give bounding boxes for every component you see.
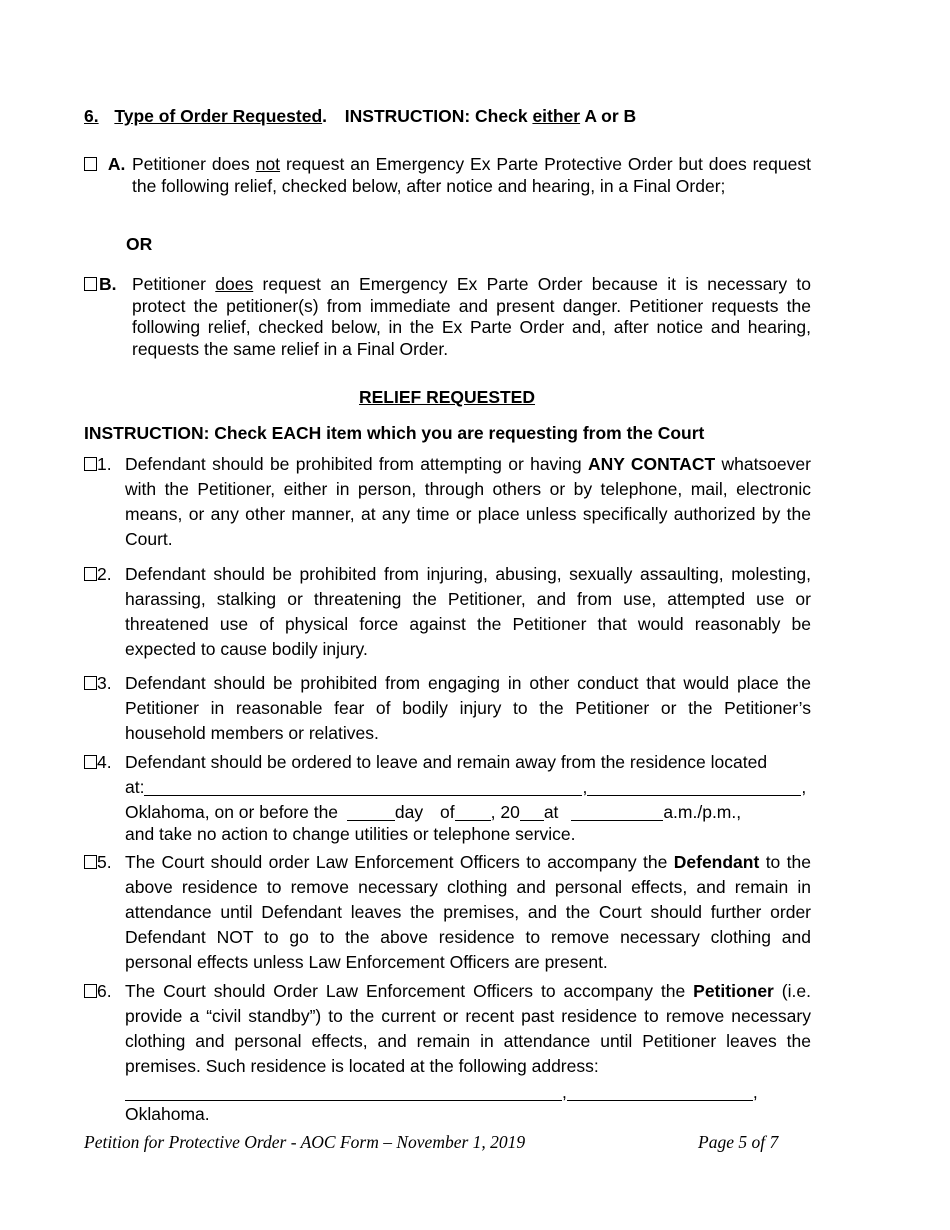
item-4-at2: at [543,802,559,822]
item-5-checkbox[interactable] [84,855,97,869]
instruction-either: either [532,106,581,126]
relief-item-3 [84,671,811,746]
relief-item-6 [84,979,811,1079]
item-4-text: Defendant should be ordered to leave and remain away from the residence located [125,752,768,772]
item-4-checkbox[interactable] [84,755,97,769]
section-title-period: . [322,106,328,126]
relief-item-4 [84,750,811,775]
item-6-bold: Petitioner [693,981,774,1001]
year-field[interactable] [520,802,544,821]
item-4-oklahoma-on: Oklahoma, on or before the [125,802,339,822]
item-2-checkbox[interactable] [84,567,97,581]
residence-city-field[interactable] [587,777,801,796]
section-heading [84,106,636,127]
item-6-address-line [125,1081,758,1103]
item-4-day: day [394,802,424,822]
option-a-not: not [255,154,281,174]
or-label: OR [126,234,153,254]
option-a-text1: Petitioner does [132,154,250,174]
relief-instruction: INSTRUCTION: Check EACH item which you are requesting from the Court [84,423,705,443]
item-6-number: 6. [97,981,112,1001]
item-2-text: Defendant should be prohibited from injuring, abusing, sexually assaulting, molesting, harassing, stalking or threatening the Petitioner, and from use, attempted use or threatened use of physical force against the Petitioner that would reasonably be expected to cause bodily injury. [125,564,811,659]
section-title: Type of Order Requested [114,106,323,126]
option-a-checkbox[interactable] [84,157,97,171]
item-6-checkbox[interactable] [84,984,97,998]
section-instruction: INSTRUCTION: Check [344,106,528,126]
item-1-bold: ANY CONTACT [587,454,716,474]
item-4-comma-1: , [582,777,588,797]
item-4-year-prefix: , 20 [490,802,520,822]
item-4-date-line [125,801,741,823]
month-field[interactable] [455,802,491,821]
item-3-text: Defendant should be prohibited from engaging in other conduct that would place the Petitioner in reasonable fear of bodily injury to the Petitioner or the Petitioner’s household members or relatives. [125,673,811,743]
item-1-text1: Defendant should be prohibited from attempting or having [125,454,582,474]
item-1-text2: whatsoever with the Petitioner, either in person, through others or by telephone, mail, electronic means, or any other manner, at any time or place unless specifically authorized by the Court. [125,454,811,549]
option-b [84,274,811,360]
item-3-checkbox[interactable] [84,676,97,690]
item-6-text2: (i.e. provide a “civil standby”) to the current or recent past residence to remove necessary clothing and personal effects, and remain in attendance until Petitioner leaves the premises. Such residence is located at the following address: [125,981,811,1076]
item-5-text2: to the above residence to remove necessary clothing and personal effects, and remain in attendance until Defendant leaves the premises, and the Court should further order Defendant NOT to go to the above residence to remove necessary clothing and personal effects unless Law Enforcement Officers are present. [125,852,811,972]
item-6-comma-1: , [562,1082,567,1102]
section-number: 6. [84,106,99,126]
footer-page-number: Page 5 of 7 [698,1132,779,1152]
instruction-suffix: A or B [584,106,637,126]
option-b-checkbox[interactable] [84,277,97,291]
relief-heading: RELIEF REQUESTED [359,387,535,407]
standby-street-field[interactable] [125,1082,562,1101]
relief-item-2 [84,562,811,662]
item-6-oklahoma: Oklahoma. [125,1104,210,1124]
option-b-text1: Petitioner [132,274,206,294]
standby-city-field[interactable] [567,1082,753,1101]
item-5-text1: The Court should order Law Enforcement Officers to accompany the [125,852,668,872]
option-a-text2: request an Emergency Ex Parte Protective Order but does request the following relief, checked below, after notice and hearing, in a Final Order; [132,154,811,196]
relief-item-1 [84,452,811,552]
item-4-at: at: [125,777,145,797]
item-5-bold: Defendant [673,852,760,872]
item-4-text-end: and take no action to change utilities or telephone service. [125,824,576,844]
item-4-address-line [125,776,806,798]
item-3-number: 3. [97,673,112,693]
footer-form-title: Petition for Protective Order - AOC Form – November 1, 2019 [84,1132,526,1152]
day-field[interactable] [347,802,395,821]
item-5-number: 5. [97,852,112,872]
option-b-text2: request an Emergency Ex Parte Order because it is necessary to protect the petitioner(s) from immediate and present danger. Petitioner requests the following relief, checked below, in the Ex Parte Order and, after notice and hearing, requests the same relief in a Final Order. [132,274,811,359]
residence-street-field[interactable] [144,777,582,796]
item-1-number: 1. [97,454,112,474]
option-b-does: does [215,274,254,294]
item-6-comma-2: , [752,1082,758,1102]
item-4-of: of [440,802,455,822]
item-6-text1: The Court should Order Law Enforcement Officers to accompany the [125,981,686,1001]
item-2-number: 2. [97,564,112,584]
relief-item-5 [84,850,811,975]
time-field[interactable] [571,802,663,821]
option-b-label: B. [99,274,117,294]
item-4-ampm: a.m./p.m., [663,802,742,822]
option-a-label: A. [107,154,126,174]
option-a [84,154,811,197]
item-1-checkbox[interactable] [84,457,97,471]
item-4-comma-2: , [801,777,807,797]
item-4-number: 4. [97,752,112,772]
